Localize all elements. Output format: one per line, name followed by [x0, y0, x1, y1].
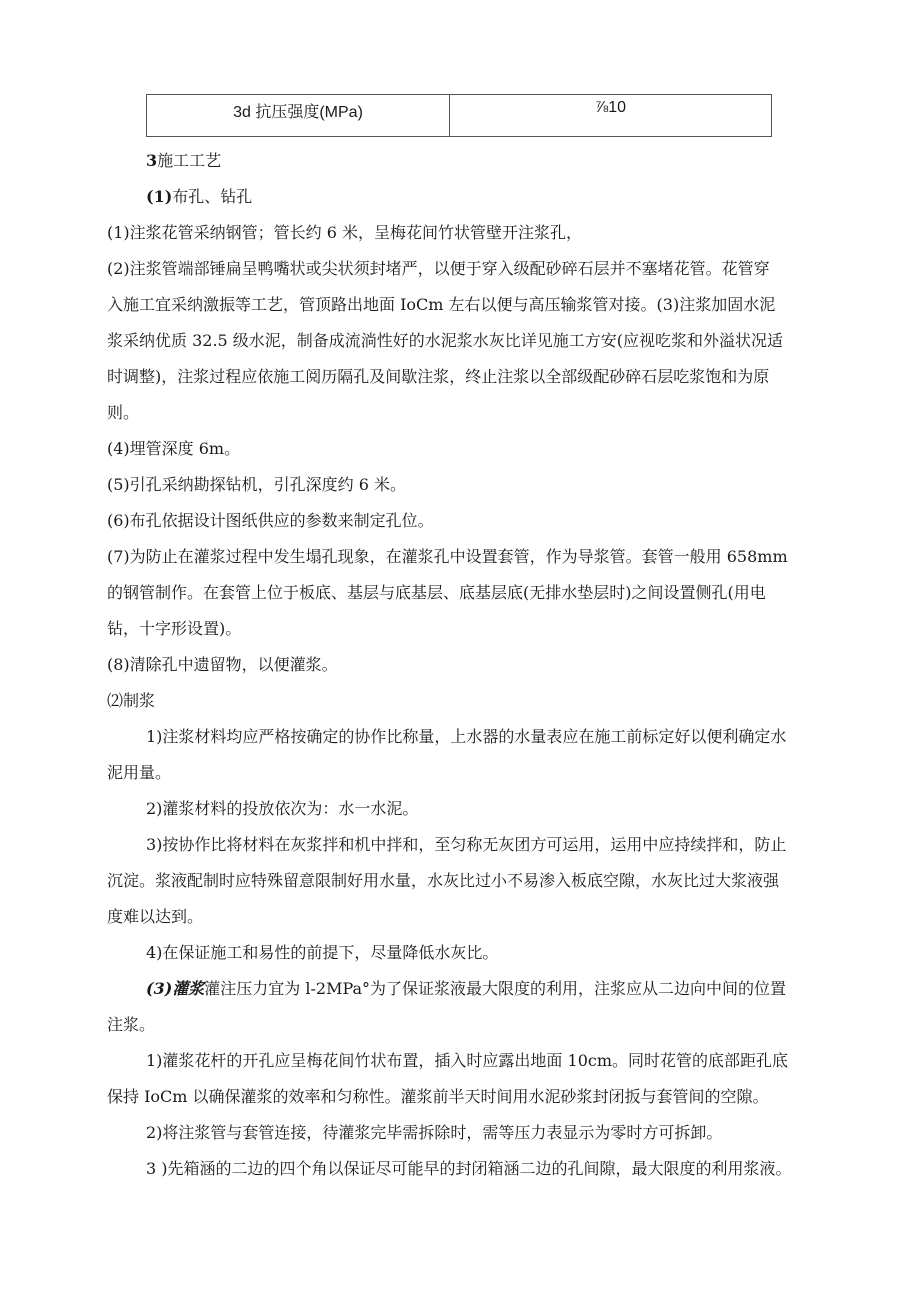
- paragraph-line: (2)注浆管端部锤扁呈鸭嘴状或尖状须封堵严，以便于穿入级配砂碎石层并不塞堵花管。花管穿: [107, 259, 770, 278]
- paragraph-line: 入施工宜采纳激振等工艺，管顶路出地面 IoCm 左右以便与高压输浆管对接。(3)注浆加固水泥: [107, 295, 776, 314]
- paragraph-line: (8)清除孔中遗留物，以便灌浆。: [107, 655, 338, 674]
- paragraph-line: (1)注浆花管采纳钢管；管长约 6 米，呈梅花间竹状管壁开注浆孔，: [107, 223, 583, 242]
- paragraph-line: 注浆。: [107, 1015, 156, 1034]
- section-heading-text: 施工工艺: [157, 151, 222, 170]
- paragraph-line: 3)按协作比将材料在灰浆拌和机中拌和，至匀称无灰团方可运用，运用中应持续拌和，防止: [146, 835, 787, 854]
- subsection-heading: ⑵制浆: [107, 691, 156, 710]
- paragraph-line: 时调整)，注浆过程应依施工阅历隔孔及间歇注浆，终止注浆以全部级配砂碎石层吃浆饱和为原: [107, 367, 770, 386]
- paragraph-line: 1)注浆材料均应严格按确定的协作比称量，上水器的水量表应在施工前标定好以便利确定水: [146, 727, 787, 746]
- paragraph-line: (6)布孔依据设计图纸供应的参数来制定孔位。: [107, 511, 434, 530]
- subsection-label: (3)灌浆: [146, 979, 205, 998]
- paragraph-line: 4)在保证施工和易性的前提下，尽量降低水灰比。: [146, 943, 499, 962]
- table-cell-value: ⅞10: [450, 95, 772, 137]
- subsection-text: 布孔、钻孔: [172, 187, 253, 206]
- section-heading: [146, 150, 221, 172]
- paragraph-line: (7)为防止在灌浆过程中发生塌孔现象，在灌浆孔中设置套管，作为导浆管。套管一般用 658mm: [107, 547, 788, 566]
- paragraph-text: 灌注压力宜为 l-2MPa°为了保证浆液最大限度的利用，注浆应从二边向中间的位置: [204, 979, 787, 998]
- paragraph-line: (4)埋管深度 6m。: [107, 439, 241, 458]
- table-cell-label: 3d 抗压强度(MPa): [147, 95, 450, 137]
- subsection-number: (1): [146, 187, 173, 206]
- paragraph-line: 2)将注浆管与套管连接，待灌浆完毕需拆除时，需等压力表显示为零时方可拆卸。: [146, 1123, 723, 1142]
- paragraph-line: 的钢管制作。在套管上位于板底、基层与底基层、底基层底(无排水垫层时)之间设置侧孔(用电: [107, 583, 766, 602]
- paragraph-line: 则。: [107, 403, 140, 422]
- strength-table: [146, 94, 772, 137]
- paragraph-line: 保持 IoCm 以确保灌浆的效率和匀称性。灌浆前半天时间用水泥砂浆封闭扳与套管间的空隙。: [107, 1087, 769, 1106]
- paragraph-line: 度难以达到。: [107, 907, 204, 926]
- paragraph-line: 钻，十字形设置)。: [107, 619, 242, 638]
- table-row: [147, 95, 772, 137]
- paragraph-line: 3 )先箱涵的二边的四个角以保证尽可能早的封闭箱涵二边的孔间隙，最大限度的利用浆液。: [146, 1159, 792, 1178]
- paragraph-line: 浆采纳优质 32.5 级水泥，制备成流淌性好的水泥浆水灰比详见施工方安(应视吃浆和外溢状况适: [107, 331, 784, 350]
- subsection-heading: [146, 186, 252, 208]
- section-heading-number: 3: [146, 151, 158, 170]
- paragraph-line: 1)灌浆花杆的开孔应呈梅花间竹状布置，插入时应露出地面 10cm。同时花管的底部距孔底: [146, 1051, 789, 1070]
- paragraph-line: 2)灌浆材料的投放依次为：水一水泥。: [146, 799, 419, 818]
- paragraph-line: [146, 978, 786, 1000]
- paragraph-line: (5)引孔采纳勘探钻机，引孔深度约 6 米。: [107, 475, 407, 494]
- paragraph-line: 泥用量。: [107, 763, 172, 782]
- paragraph-line: 沉淀。浆液配制时应特殊留意限制好用水量，水灰比过小不易渗入板底空隙，水灰比过大浆液强: [107, 871, 780, 890]
